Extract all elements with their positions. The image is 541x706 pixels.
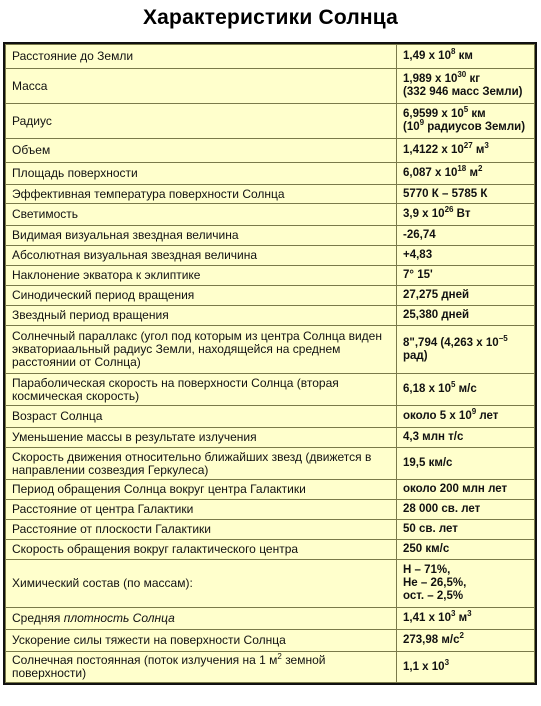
value-text: 19,5 км/с [403,457,453,469]
value-text: 28 000 св. лет [403,503,481,515]
property-value [397,204,535,226]
value-superscript: −5 [498,333,508,343]
property-name [6,480,397,500]
property-name [6,608,397,630]
property-value [397,266,535,286]
value-text: 5770 К – 5785 К [403,187,488,200]
property-value [397,163,535,185]
value-text: 6,9599 х 10 [403,108,464,120]
property-name-text: Площадь поверхности [12,166,138,180]
property-name [6,520,397,540]
value-text: кг (332 946 масс Земли) [403,73,523,98]
property-value [397,374,535,406]
value-superscript: 3 [444,657,450,667]
property-value [397,306,535,326]
property-value [397,652,535,683]
property-name-text: Солнечная постоянная (поток излучения на 1 м [12,653,278,667]
table-row [6,448,535,480]
characteristics-table [3,42,537,685]
property-name-text: Расстояние от центра Галактики [12,502,194,516]
property-name-text: Наклонение экватора к эклиптике [12,268,201,282]
value-superscript: 3 [450,609,456,619]
property-name [6,374,397,406]
value-superscript: 8 [450,47,456,57]
property-name-text: Средняя [12,611,64,625]
property-name-text: Химический состав (по массам): [12,576,193,590]
value-text: 25,380 дней [403,309,470,321]
property-name-superscript: 2 [277,652,282,661]
property-name [6,286,397,306]
property-name-text: Синодический период вращения [12,288,195,302]
value-text: 4,3 млн т/с [403,431,464,443]
property-name-text: Период обращения Солнца вокруг центра Галактики [12,482,306,496]
value-superscript: 18 [457,164,467,174]
value-text: 6,18 х 10 [403,383,451,395]
property-value [397,480,535,500]
table-row [6,520,535,540]
property-name [6,630,397,652]
value-text: 1,1 х 10 [403,660,445,673]
property-name [6,500,397,520]
property-name [6,448,397,480]
property-name [6,45,397,69]
value-text: лет [476,410,499,422]
page-title: Характеристики Солнца [142,6,399,29]
value-superscript: 2 [459,631,464,641]
value-text: 1,41 х 10 [403,612,451,624]
value-text: 8",794 (4,263 х 10 [403,336,499,349]
value-text: 1,989 х 10 [403,73,458,85]
property-value [397,406,535,428]
value-text: м [455,612,468,624]
value-text: км (10 [403,108,486,133]
property-value [397,560,535,608]
property-value [397,608,535,630]
property-name-text: Параболическая скорость на поверхности Солнца (вторая космическая скорость) [12,375,339,403]
value-text: м [466,167,478,179]
value-text: -26,74 [403,229,436,241]
property-name-italic: плотность Солнца [63,611,175,625]
property-name-text: Расстояние до Земли [12,49,134,63]
property-name-text: Звездный период вращения [12,308,169,322]
table-row [6,69,535,104]
value-text: м [472,144,485,156]
table-row [6,286,535,306]
property-name [6,652,397,683]
property-name-text: Возраст Солнца [12,409,103,423]
table-row [6,226,535,246]
table-row [6,560,535,608]
value-text: м/с [455,383,477,395]
table-row [6,185,535,204]
property-value [397,520,535,540]
table-row [6,406,535,428]
table-row [6,500,535,520]
property-name-text: Радиус [12,113,52,128]
property-name-text: земной поверхности) [12,653,326,680]
property-name-text: Скорость обращения вокруг галактического центра [12,542,299,556]
value-text: 6,087 х 10 [403,167,458,179]
value-text: 50 св. лет [403,523,458,535]
table-row [6,480,535,500]
table-row [6,45,535,69]
table-row [6,266,535,286]
value-text: около 200 млн лет [403,483,508,495]
value-text: 1,49 х 10 [403,50,451,62]
table-row [6,630,535,652]
property-name [6,163,397,185]
property-value [397,540,535,560]
property-name [6,226,397,246]
value-text: 7° 15' [403,269,433,281]
table-row [6,652,535,683]
property-name [6,326,397,374]
property-name [6,204,397,226]
value-text: +4,83 [403,249,433,261]
property-name [6,266,397,286]
property-name [6,406,397,428]
property-value [397,104,535,139]
value-superscript: 27 [463,141,473,151]
property-value [397,448,535,480]
property-name [6,428,397,448]
table-row [6,139,535,163]
property-value [397,69,535,104]
table-row [6,608,535,630]
property-value [397,139,535,163]
property-name-text: Эффективная температура поверхности Солнца [12,186,285,201]
value-superscript: 9 [419,118,425,128]
property-name-text: Абсолютная визуальная звездная величина [12,248,258,262]
value-superscript: 2 [477,164,483,174]
property-value [397,286,535,306]
table-row [6,306,535,326]
property-name-text: Объем [12,143,51,157]
value-text: рад) [403,349,428,362]
property-name [6,560,397,608]
property-value [397,45,535,69]
property-name-text: Расстояние от плоскости Галактики [12,522,212,536]
property-name-text: Ускорение силы тяжести на поверхности Солнца [12,633,286,647]
property-value [397,500,535,520]
property-value [397,326,535,374]
value-superscript: 5 [450,380,456,390]
property-name-text: Светимость [12,207,79,221]
value-superscript: 3 [484,141,489,151]
property-name-text: Солнечный параллакс (угол под которым из центра Солнца виден экваториаальный радиус Земли, находящейся на среднем расстоянии от Солнца) [12,329,382,369]
value-text: 27,275 дней [403,289,470,301]
table-row [6,326,535,374]
table-row [6,374,535,406]
property-name [6,306,397,326]
table-body [6,45,535,683]
value-text: 3,9 х 10 [403,208,445,220]
table-row [6,540,535,560]
property-name [6,540,397,560]
value-superscript: 3 [467,609,472,619]
property-name [6,69,397,104]
property-value [397,428,535,448]
property-name-text: Видимая визуальная звездная величина [12,228,239,242]
value-superscript: 26 [444,205,454,215]
value-text: 250 км/с [403,543,450,555]
value-superscript: 30 [457,70,467,80]
property-name [6,246,397,266]
value-text: Вт [453,208,471,220]
property-name [6,185,397,204]
value-superscript: 9 [471,407,477,417]
property-name [6,139,397,163]
table-row [6,428,535,448]
property-name-text: Уменьшение массы в результате излучения [12,430,257,444]
value-text: км [455,50,473,62]
value-text: около 5 х 10 [403,410,472,422]
value-text: H – 71%, He – 26,5%, ост. – 2,5% [403,564,467,602]
table-row [6,204,535,226]
table-row [6,246,535,266]
property-value [397,185,535,204]
value-text: радиусов Земли) [424,121,526,133]
property-name [6,104,397,139]
property-name-text: Масса [12,78,48,93]
value-text: 1,4122 х 10 [403,144,464,156]
property-value [397,246,535,266]
table-row [6,163,535,185]
property-value [397,630,535,652]
table-row [6,104,535,139]
value-superscript: 5 [463,105,469,115]
property-name-text: Скорость движения относительно ближайших звезд (движется в направлении созвездия Геркулеса) [12,449,372,477]
value-text: 273,98 м/с [403,634,460,646]
property-value [397,226,535,246]
